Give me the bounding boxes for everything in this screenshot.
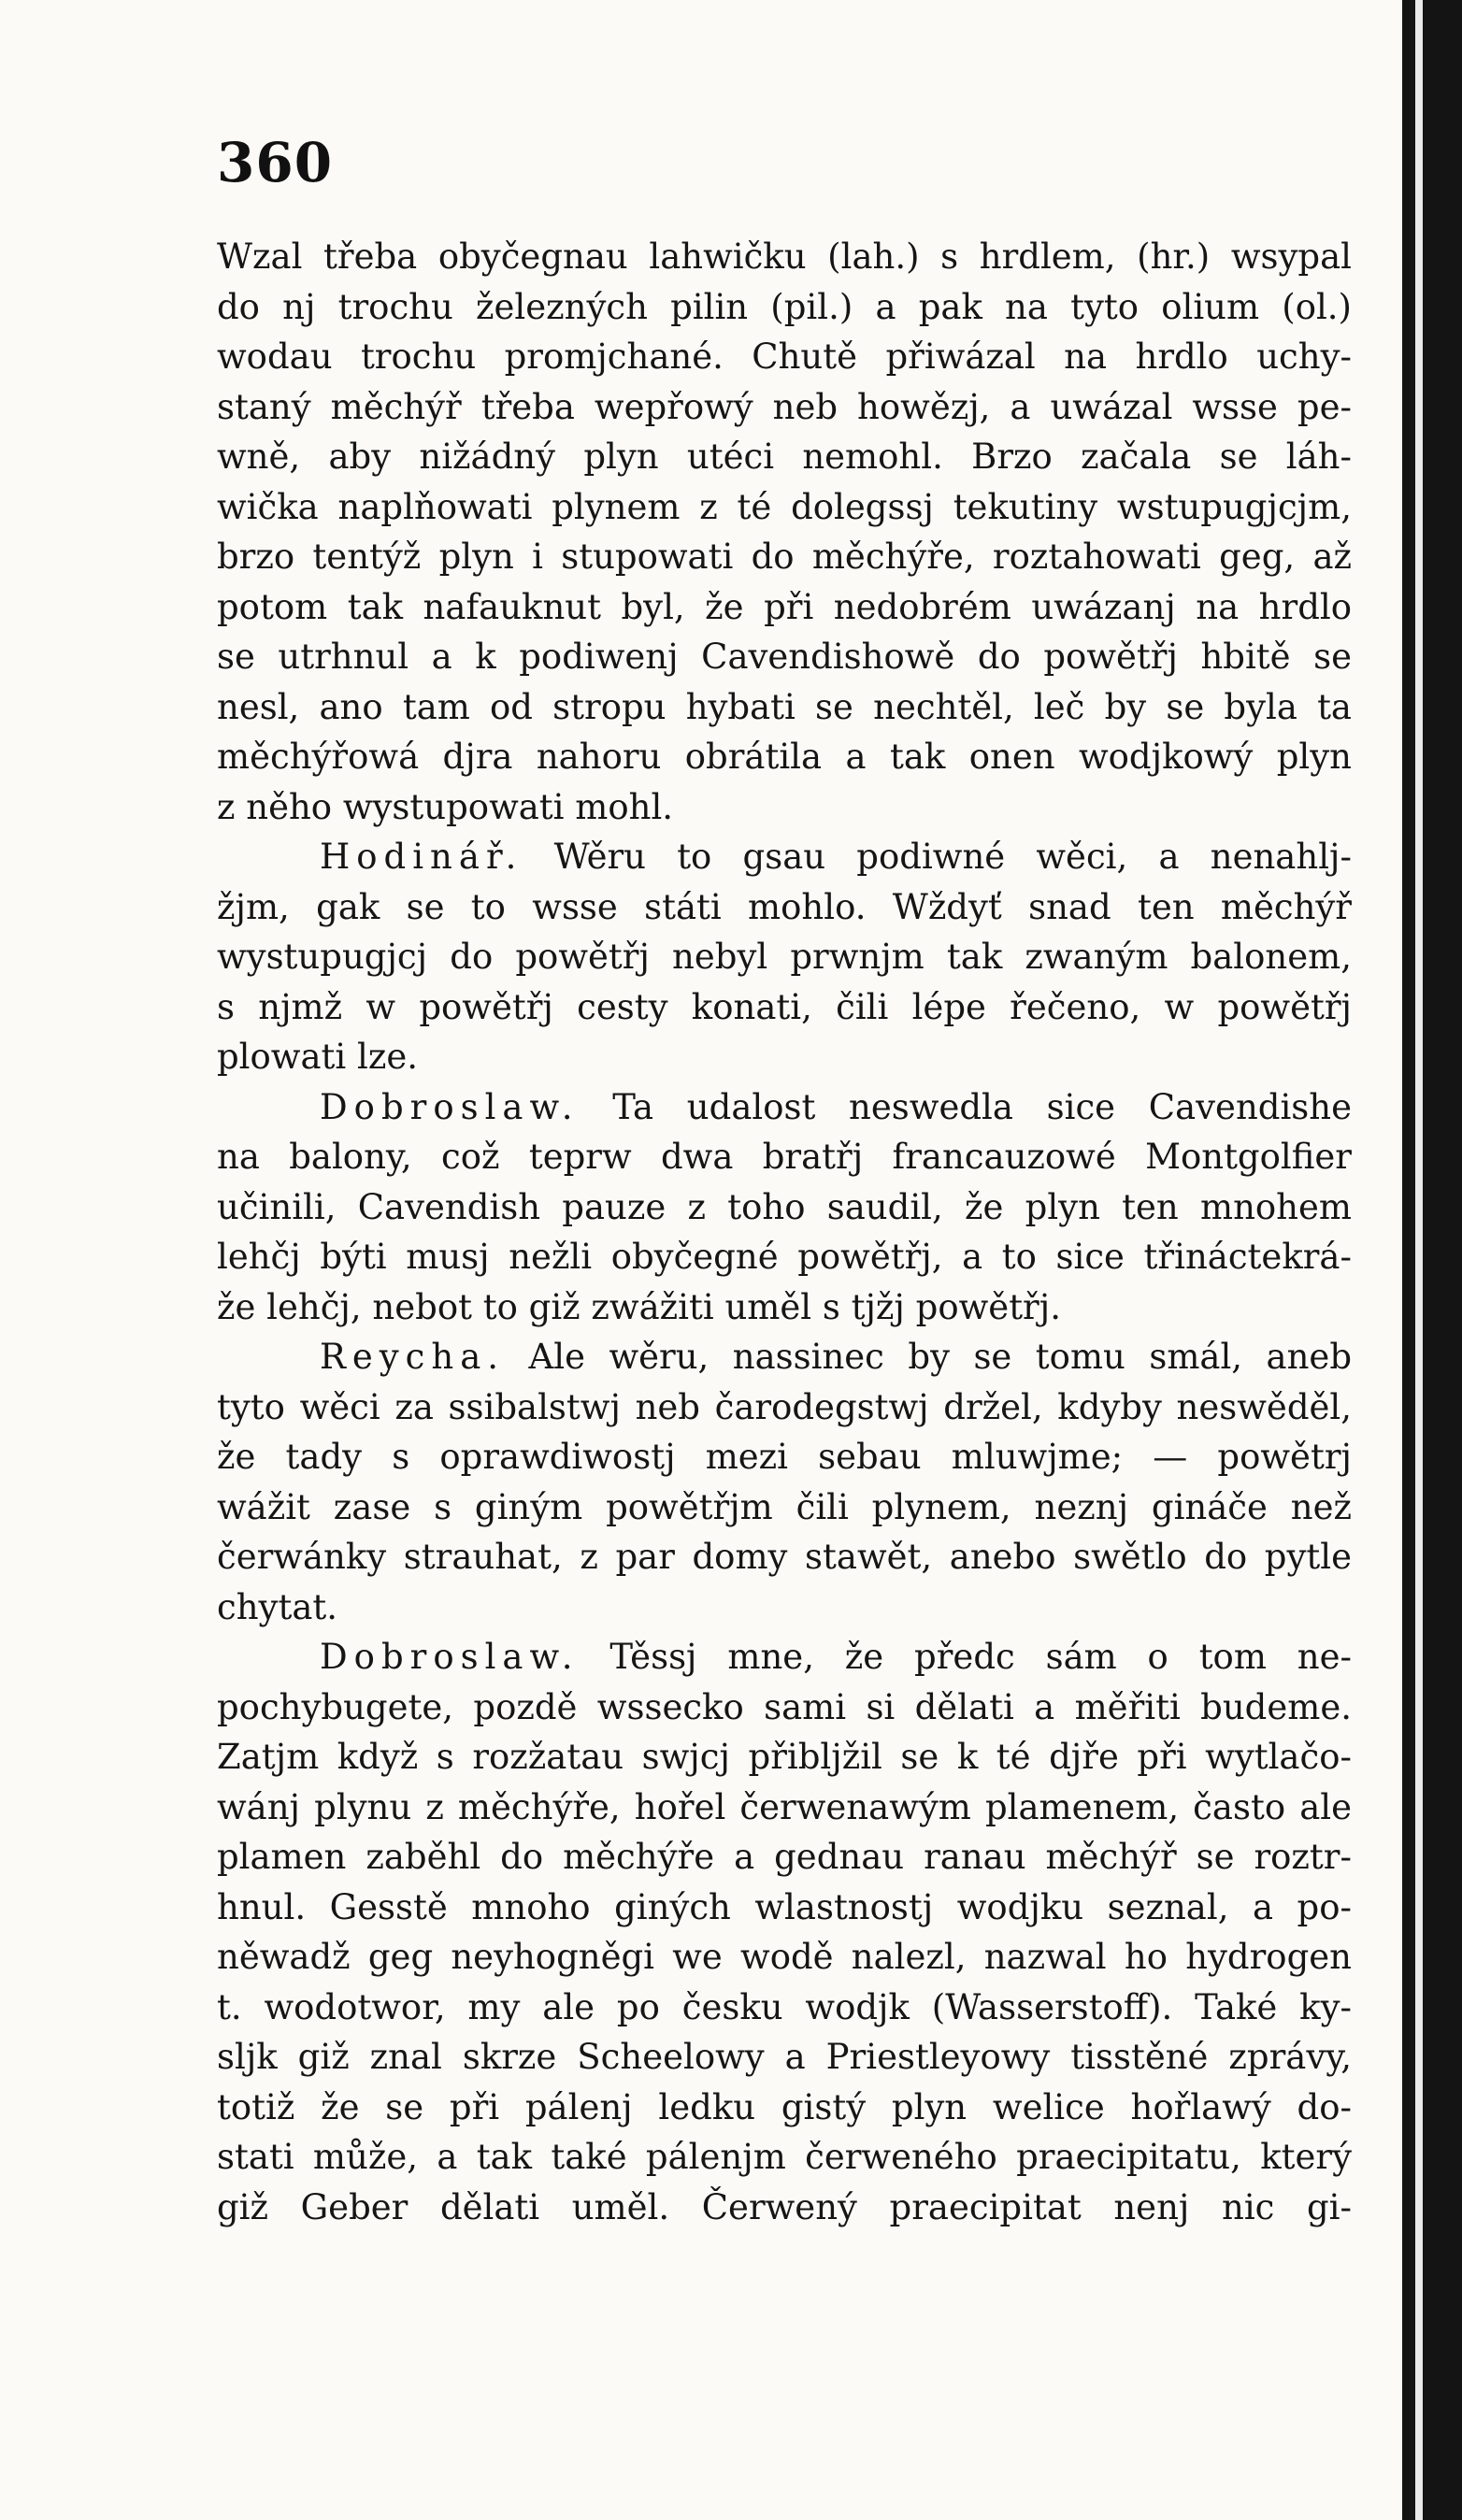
line-text: Těssj mne, že předc sám o tom ne- (609, 1637, 1352, 1677)
text-line (217, 1082, 1352, 1133)
text-line (217, 1382, 1352, 1433)
text-line (217, 982, 1352, 1033)
text-line (217, 1682, 1352, 1733)
text-line (217, 682, 1352, 733)
line-text: s njmž w powětřj cesty konati, čili lépe řečeno, w powětřj (217, 986, 1352, 1027)
line-text: wně, aby nižádný plyn utéci nemohl. Brzo začala se láh- (217, 437, 1352, 477)
text-line (217, 932, 1352, 982)
line-text: plamen zaběhl do měchýře a gednau ranau měchýř se roztr- (217, 1837, 1352, 1877)
line-text: hnul. Gesstě mnoho giných wlastnostj wodjku seznal, a po- (217, 1886, 1352, 1927)
text-line (217, 1182, 1352, 1233)
line-text: z něho wystupowati mohl. (217, 786, 674, 827)
text-line (217, 1932, 1352, 1983)
line-text: nesl, ano tam od stropu hybati se nechtěl, leč by se byla ta (217, 686, 1352, 727)
line-text: čerwánky strauhat, z par domy stawět, anebo swětlo do pytle (217, 1537, 1352, 1577)
page-number: 360 (217, 131, 334, 194)
line-text: t. wodotwor, my ale po česku wodjk (Wasserstoff). Také ky- (217, 1986, 1352, 2027)
text-line (217, 2183, 1352, 2233)
line-text: se utrhnul a k podiwenj Cavendishowě do powětřj hbitě se (217, 637, 1352, 677)
line-text: žjm, gak se to wsse státi mohlo. Wždyť snad ten měchýř (217, 886, 1352, 927)
line-text: totiž že se při pálenj ledku gistý plyn welice hořlawý do- (217, 2086, 1352, 2127)
text-line (217, 2083, 1352, 2133)
text-line (217, 1983, 1352, 2033)
text-line (217, 432, 1352, 482)
line-text: plowati lze. (217, 1037, 418, 1077)
text-line (217, 1783, 1352, 1833)
line-text: slјk giž znal skrze Scheelowy a Priestleyowy tisstěné zprávy, (217, 2037, 1352, 2077)
body-text (217, 232, 1352, 2232)
text-line (217, 1282, 1352, 1333)
line-text: lehčj býti musj nežli obyčegné powětřj, a to sice třináctekrá- (217, 1237, 1352, 1277)
line-text: giž Geber dělati uměl. Čerwený praecipitat nenj nic gi- (217, 2186, 1352, 2227)
text-line (217, 282, 1352, 333)
line-text: pochybugete, pozdě wssecko sami si dělati a měřiti budeme. (217, 1686, 1352, 1727)
text-line (217, 532, 1352, 582)
speaker-name: Dobroslaw. (320, 1086, 580, 1127)
speaker-name: Dobroslaw. (320, 1637, 580, 1677)
line-text: že tady s oprawdiwostj mezi sebau mluwjme; — powětrj (217, 1437, 1352, 1477)
text-line (217, 2132, 1352, 2183)
line-text: něwadž geg neyhogněgi we wodě nalezl, nazwal ho hydrogen (217, 1937, 1352, 1977)
text-line (217, 232, 1352, 282)
text-line (217, 1632, 1352, 1682)
text-line (217, 382, 1352, 433)
text-line (217, 782, 1352, 833)
line-text: chytat. (217, 1586, 338, 1627)
line-text: stati může, a tak také pálenjm čerweného praecipitatu, který (217, 2137, 1352, 2177)
text-line (217, 1232, 1352, 1282)
scan-edge (1402, 0, 1462, 2520)
line-text: Wěru to gsau podiwné wěci, a nenahlj- (553, 837, 1352, 877)
line-text: Ale wěru, nassinec by se tomu smál, aneb (528, 1337, 1353, 1377)
text-line (217, 1883, 1352, 1933)
text-line (217, 1032, 1352, 1082)
text-line (217, 2032, 1352, 2083)
text-line (217, 1432, 1352, 1482)
text-line (217, 832, 1352, 882)
line-text: do nj trochu železných pilin (pil.) a pak na tyto olium (ol.) (217, 286, 1352, 327)
line-text: Ta udalost neswedla sice Cavendishe (612, 1086, 1353, 1127)
text-line (217, 1732, 1352, 1783)
scan-edge-gap (1415, 0, 1423, 2520)
line-text: že lehčj, nebot to giž zwážiti uměl s tjžj powětřj. (217, 1286, 1061, 1327)
line-text: tyto wěci za ssibalstwj neb čarodegstwj držel, kdyby neswěděl, (217, 1386, 1352, 1427)
line-text: učinili, Cavendish pauze z toho saudil, že plyn ten mnohem (217, 1186, 1352, 1227)
line-text: staný měchýř třeba wepřowý neb howězj, a uwázal wsse pe- (217, 386, 1352, 427)
line-text: wystupugjcj do powětřj nebyl prwnjm tak zwaným balonem, (217, 937, 1352, 977)
line-text: potom tak nafauknut byl, že při nedobrém uwázanj na hrdlo (217, 586, 1352, 627)
text-line (217, 1332, 1352, 1382)
line-text: Wzal třeba obyčegnau lahwičku (lah.) s hrdlem, (hr.) wsypal (217, 236, 1352, 277)
text-line (217, 732, 1352, 782)
speaker-name: Reycha. (320, 1337, 506, 1377)
line-text: wážit zase s giným powětřjm čili plynem, neznj gináče než (217, 1486, 1352, 1527)
line-text: wánj plynu z měchýře, hořel čerwenawým plamenem, často ale (217, 1786, 1352, 1827)
line-text: na balony, což teprw dwa bratřj francauzowé Montgolfier (217, 1137, 1352, 1177)
line-text: wodau trochu promjchané. Chutě přiwázal na hrdlo uchy- (217, 336, 1352, 377)
text-line (217, 1582, 1352, 1633)
text-line (217, 332, 1352, 382)
line-text: wička naplňowati plynem z té dolegssj tekutiny wstupugjcjm, (217, 486, 1352, 527)
text-line (217, 882, 1352, 933)
text-line (217, 1532, 1352, 1582)
text-line (217, 1832, 1352, 1883)
text-line (217, 632, 1352, 682)
speaker-name: Hodinář. (320, 837, 523, 877)
text-line (217, 1482, 1352, 1533)
line-text: Zatjm když s rozžatau swjcj přiblјžil se k té djře při wytlačo- (217, 1737, 1352, 1777)
text-line (217, 582, 1352, 633)
text-line (217, 482, 1352, 533)
line-text: měchýřowá djra nahoru obrátila a tak onen wodjkowý plyn (217, 737, 1352, 777)
line-text: brzo tentýž plyn i stupowati do měchýře, roztahowati geg, až (217, 537, 1352, 577)
text-line (217, 1132, 1352, 1182)
